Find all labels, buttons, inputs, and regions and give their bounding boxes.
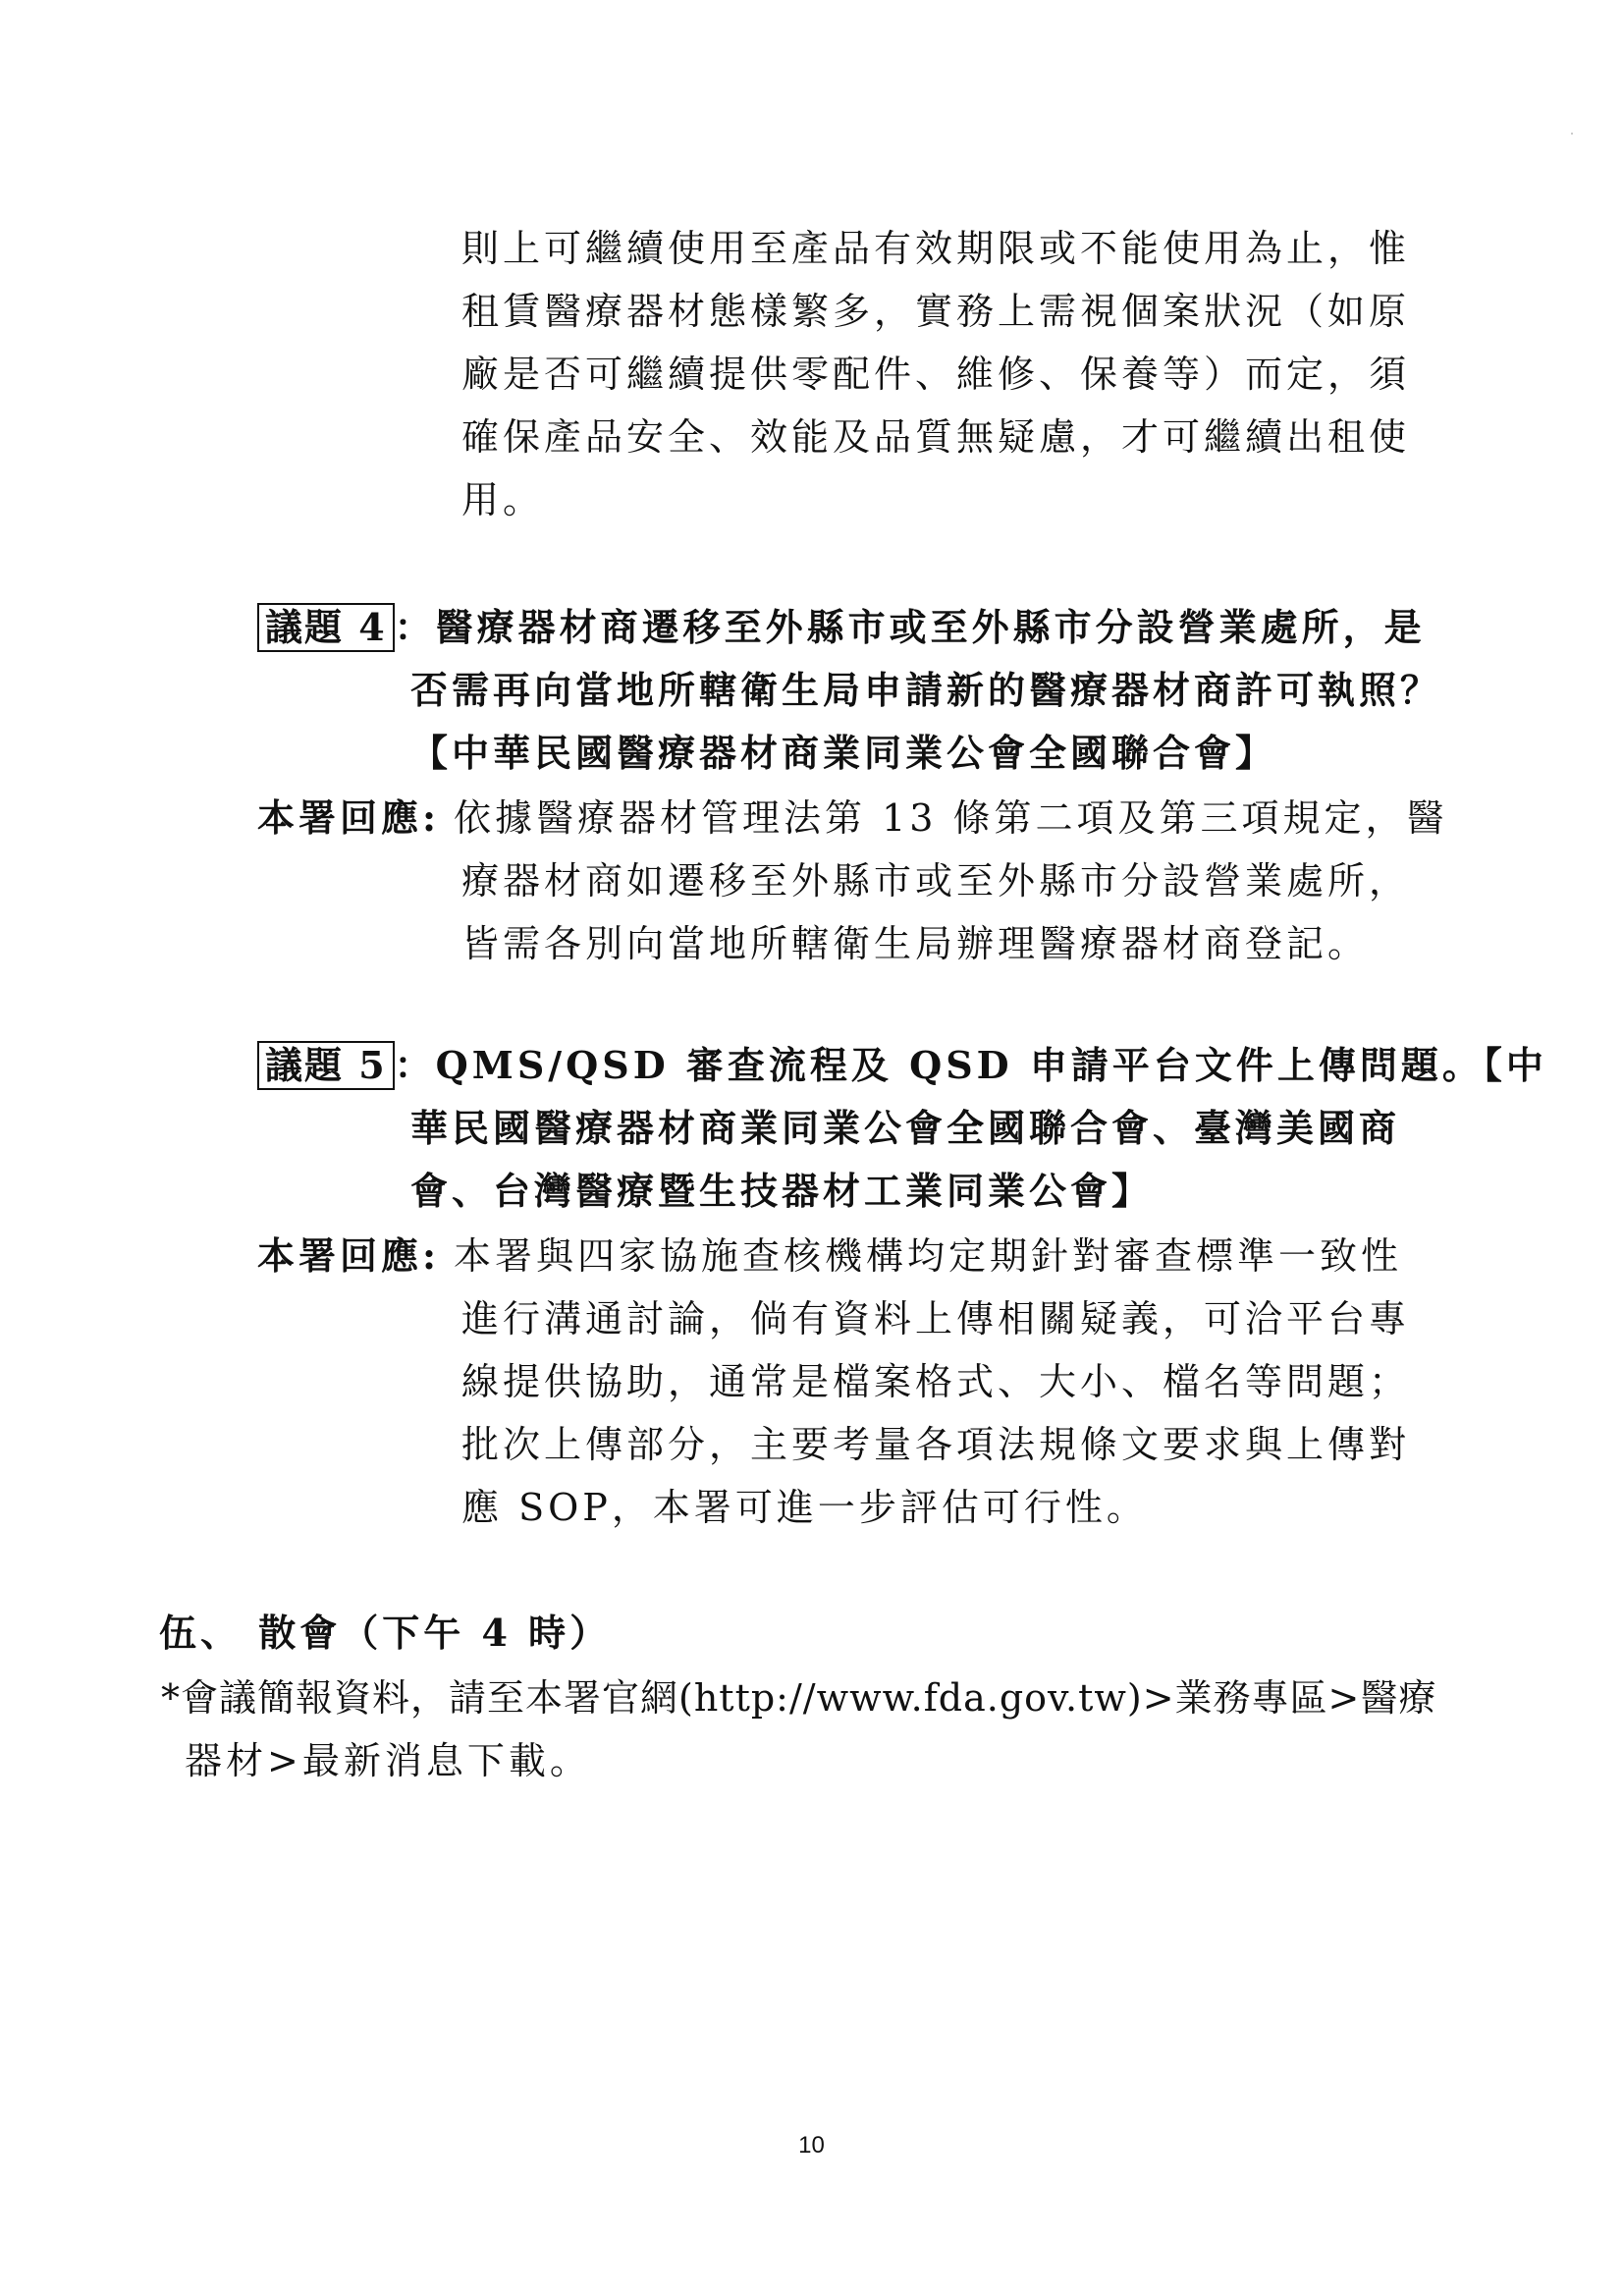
paragraph-line: 則上可繼續使用至產品有效期限或不能使用為止，惟 — [461, 227, 1411, 270]
paragraph-line: 廠是否可繼續提供零配件、維修、保養等）而定，須 — [461, 353, 1411, 396]
issue-5-title-line: 會、台灣醫療暨生技器材工業同業公會】 — [410, 1169, 1154, 1213]
issue-4-title-line: 【中華民國醫療器材商業同業公會全國聯合會】 — [410, 731, 1277, 775]
issue-4-response-line: 療器材商如遷移至外縣市或至外縣市分設營業處所， — [461, 859, 1411, 902]
issue-5-title-line: ：QMS/QSD 審查流程及 QSD 申請平台文件上傳問題。【中 — [394, 1043, 1547, 1087]
paragraph-line: 用。 — [461, 478, 545, 521]
paragraph-line: 確保產品安全、效能及品質無疑慮，才可繼續出租使 — [461, 415, 1411, 459]
issue-4-response-line: 依據醫療器材管理法第 13 條第二項及第三項規定，醫 — [454, 796, 1448, 840]
issue-5-response-line: 應 SOP，本署可進一步評估可行性。 — [461, 1486, 1148, 1529]
issue-5-title-line: 華民國醫療器材商業同業公會全國聯合會、臺灣美國商 — [410, 1106, 1401, 1150]
issue-5-response-line: 本署與四家協施查核機構均定期針對審查標準一致性 — [454, 1234, 1403, 1278]
issue-4-title — [257, 603, 1426, 652]
issue-4-title-line: ：醫療器材商遷移至外縣市或至外縣市分設營業處所，是 — [394, 605, 1426, 649]
section-5-heading: 伍、 散會（下午 4 時） — [159, 1611, 612, 1655]
issue-5-response-line: 進行溝通討論，倘有資料上傳相關疑義，可洽平台專 — [461, 1297, 1411, 1340]
issue-5-response-label: 本署回應: — [257, 1233, 441, 1278]
paragraph-line: 租賃醫療器材態樣繁多，實務上需視個案狀況（如原 — [461, 290, 1411, 333]
page-number: 10 — [798, 2132, 825, 2159]
scan-speck — [1571, 133, 1573, 135]
issue-5-response-line: 批次上傳部分，主要考量各項法規條文要求與上傳對 — [461, 1423, 1411, 1466]
issue-5-response-line: 線提供協助，通常是檔案格式、大小、檔名等問題； — [461, 1360, 1411, 1403]
issue-4-response-label: 本署回應: — [257, 795, 441, 840]
issue-5-title — [257, 1041, 1547, 1090]
issue-4-title-line: 否需再向當地所轄衛生局申請新的醫療器材商許可執照？ — [410, 668, 1442, 712]
section-5-note-line: *會議簡報資料，請至本署官網(http://www.fda.gov.tw)>業務專區>醫療 — [161, 1676, 1437, 1720]
issue-4-tag: 議題 4 — [257, 603, 395, 652]
issue-5-tag: 議題 5 — [257, 1041, 395, 1090]
section-5-note-line: 器材>最新消息下載。 — [185, 1739, 591, 1782]
issue-4-response-line: 皆需各別向當地所轄衛生局辦理醫療器材商登記。 — [461, 922, 1370, 965]
